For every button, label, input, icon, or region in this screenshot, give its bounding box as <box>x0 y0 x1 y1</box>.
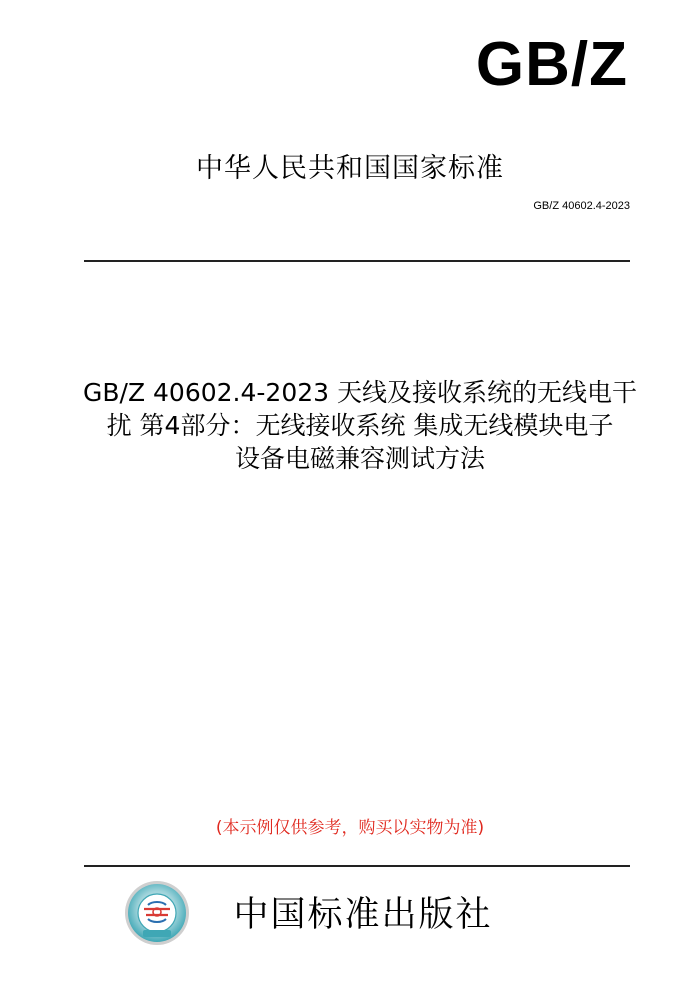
title-line-1: GB/Z 40602.4-2023 天线及接收系统的无线电干 <box>83 378 637 407</box>
publisher-seal-icon <box>124 880 190 946</box>
standard-number: GB/Z 40602.4-2023 <box>533 200 630 212</box>
bottom-divider <box>84 865 630 867</box>
document-title <box>40 376 680 475</box>
title-line-3: 设备电磁兼容测试方法 <box>234 444 485 473</box>
publisher-name: 中国标准出版社 <box>233 895 493 935</box>
gbz-logo: GB/Z <box>475 30 628 99</box>
seal-graphic <box>124 880 190 946</box>
top-divider <box>84 260 630 262</box>
national-standard-heading: 中华人民共和国国家标准 <box>196 153 504 184</box>
title-line-2: 扰 第4部分：无线接收系统 集成无线模块电子 <box>106 411 614 440</box>
sample-notice: (本示例仅供参考，购买以实物为准) <box>215 818 485 838</box>
